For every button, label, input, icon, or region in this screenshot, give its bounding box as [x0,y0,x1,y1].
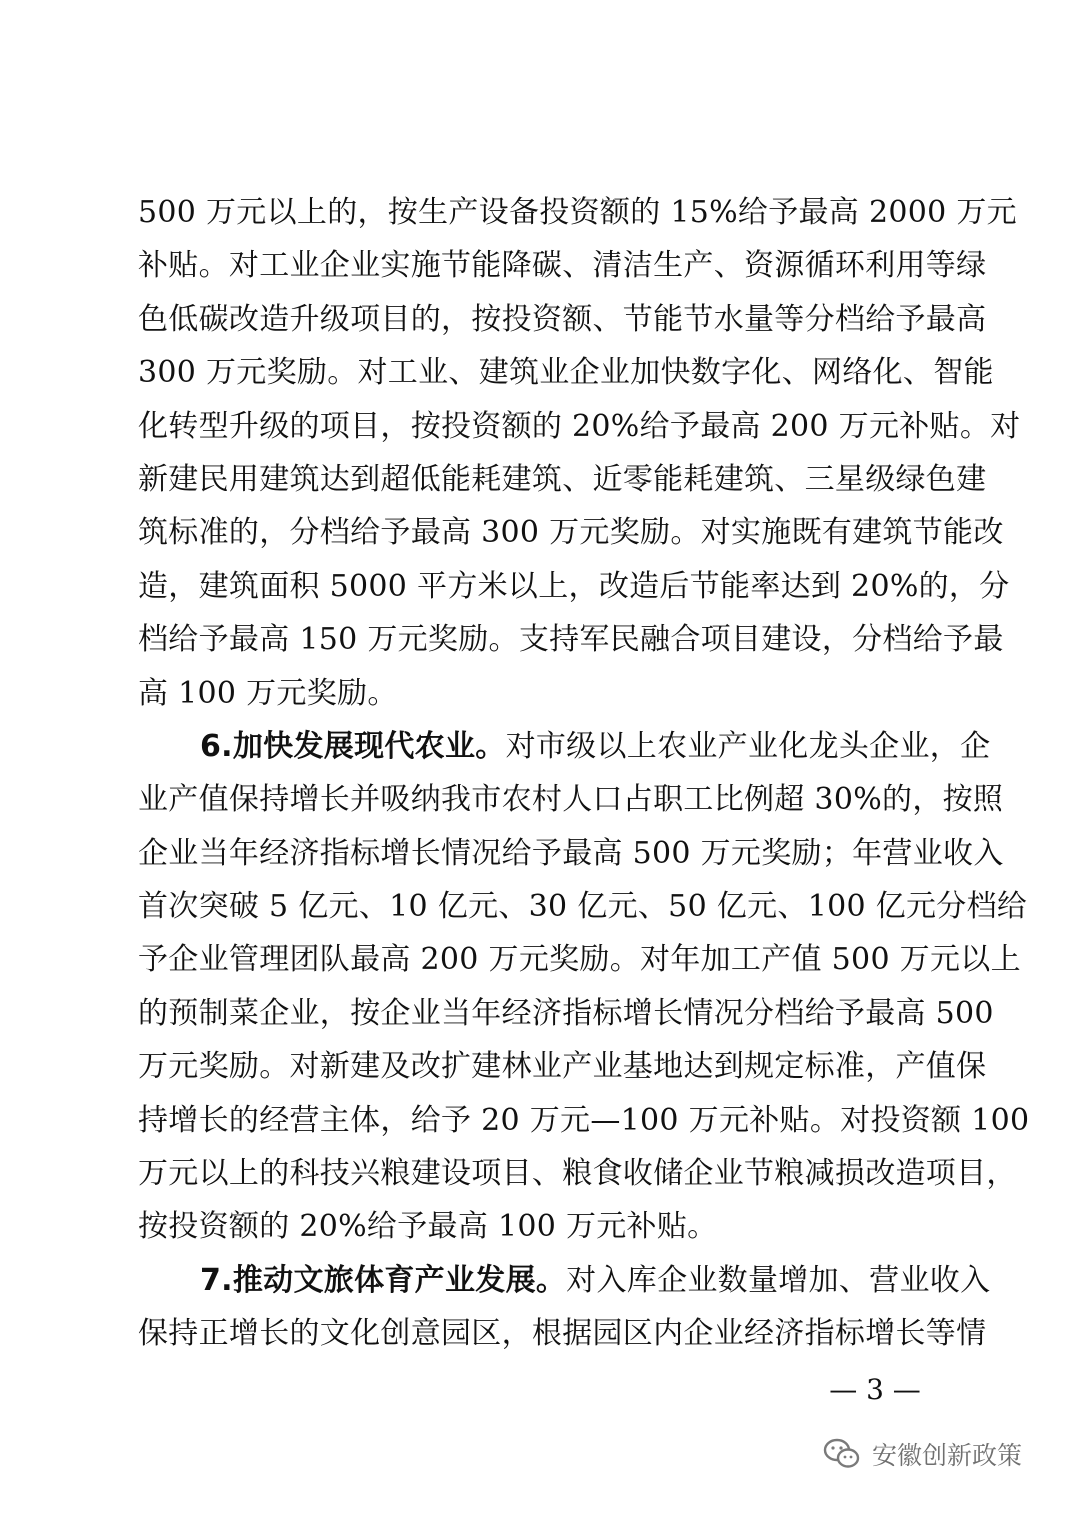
text-line: 万元奖励。对新建及改扩建林业产业基地达到规定标准，产值保 [138,1049,987,1085]
paragraph-7-text: 对入库企业数量增加、营业收入 [566,1262,991,1298]
page-number: — 3 — [829,1373,921,1406]
text-line: 企业当年经济指标增长情况给予最高 500 万元奖励；年营业收入 [138,835,1004,871]
text-line: 档给予最高 150 万元奖励。支持军民融合项目建设，分档给予最 [138,622,1004,658]
watermark [822,1432,1022,1476]
body-text [138,186,1030,1361]
paragraph-6-text: 对市级以上农业产业化龙头企业，企 [505,728,991,764]
text-line: 高 100 万元奖励。 [138,675,398,711]
paragraph-6-first-line [138,720,991,773]
text-line: 造，建筑面积 5000 平方米以上，改造后节能率达到 20%的，分 [138,568,1010,604]
text-line: 首次突破 5 亿元、10 亿元、30 亿元、50 亿元、100 亿元分档给 [138,889,1028,925]
text-line: 予企业管理团队最高 200 万元奖励。对年加工产值 500 万元以上 [138,942,1021,978]
text-line: 新建民用建筑达到超低能耗建筑、近零能耗建筑、三星级绿色建 [138,461,987,497]
text-line: 色低碳改造升级项目的，按投资额、节能节水量等分档给予最高 [138,301,987,337]
text-line: 补贴。对工业企业实施节能降碳、清洁生产、资源循环利用等绿 [138,248,987,284]
text-line: 业产值保持增长并吸纳我市农村人口占职工比例超 30%的，按照 [138,782,1004,818]
paragraph-6-heading: 6.加快发展现代农业。 [200,728,506,764]
text-line: 300 万元奖励。对工业、建筑业企业加快数字化、网络化、智能 [138,355,994,391]
text-line: 持增长的经营主体，给予 20 万元—100 万元补贴。对投资额 100 [138,1102,1030,1138]
text-line: 按投资额的 20%给予最高 100 万元补贴。 [138,1209,718,1245]
text-line: 化转型升级的项目，按投资额的 20%给予最高 200 万元补贴。对 [138,408,1021,444]
text-line: 筑标准的，分档给予最高 300 万元奖励。对实施既有建筑节能改 [138,515,1004,551]
text-line: 500 万元以上的，按生产设备投资额的 15%给予最高 2000 万元 [138,195,1017,230]
paragraph-7-first-line [138,1254,991,1307]
paragraph-7-heading: 7.推动文旅体育产业发展。 [200,1262,567,1298]
text-line: 保持正增长的文化创意园区，根据园区内企业经济指标增长等情 [138,1316,987,1352]
text-line: 万元以上的科技兴粮建设项目、粮食收储企业节粮减损改造项目， [138,1156,1017,1192]
wechat-icon [822,1436,862,1472]
watermark-text: 安徽创新政策 [872,1441,1023,1470]
text-line: 的预制菜企业，按企业当年经济指标增长情况分档给予最高 500 [138,995,994,1031]
